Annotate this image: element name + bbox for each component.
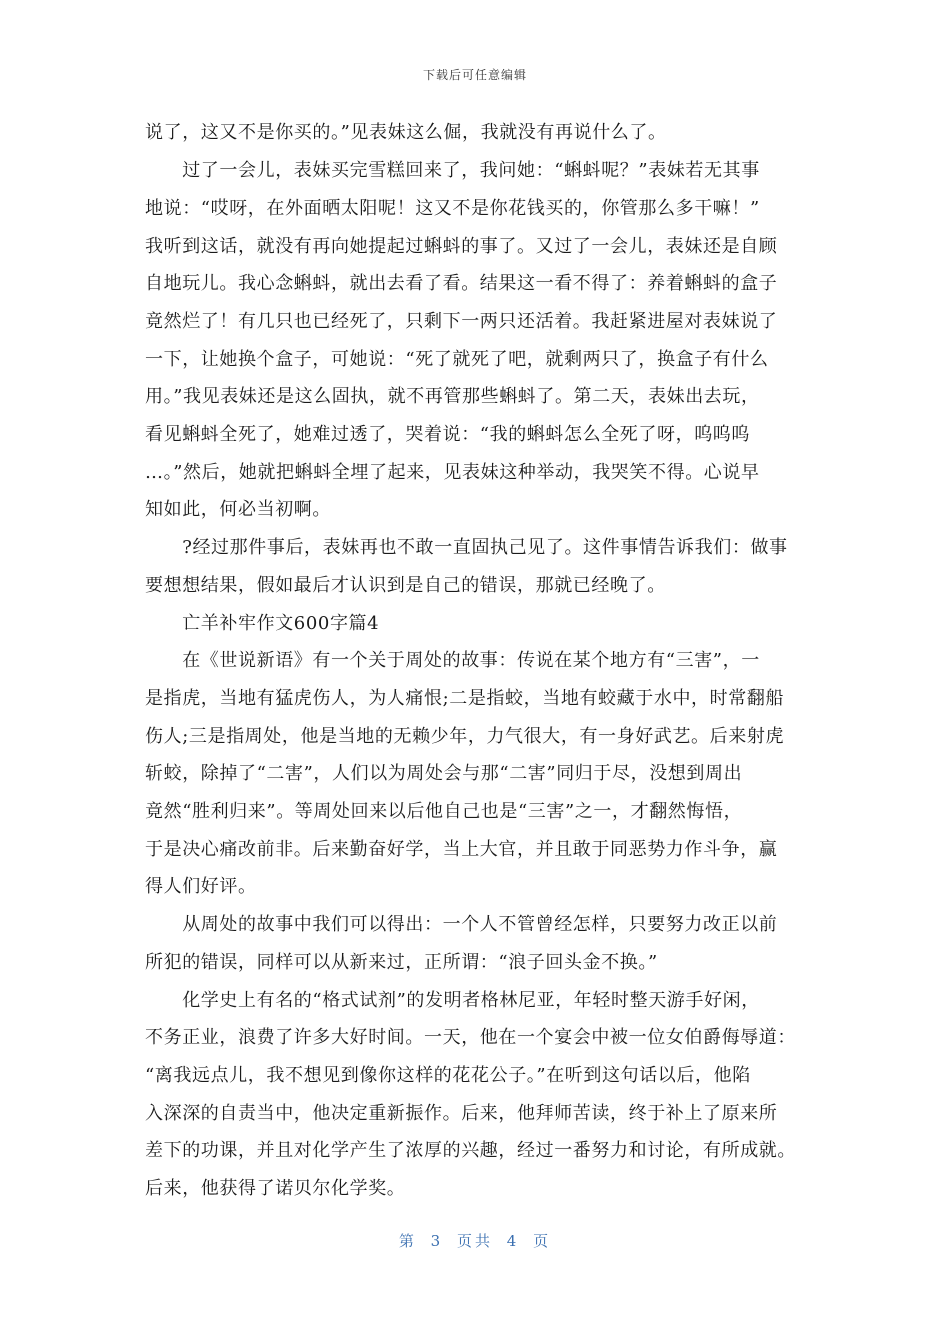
text-line: ?经过那件事后，表妹再也不敢一直固执己见了。这件事情告诉我们：做事 xyxy=(145,537,788,558)
section-heading: 亡羊补牢作文600字篇4 xyxy=(145,613,380,634)
text-line: 我听到这话，就没有再向她提起过蝌蚪的事了。又过了一会儿，表妹还是自顾 xyxy=(145,236,778,257)
page-footer: 第 3 页共 4 页 xyxy=(398,1232,552,1250)
text-line: 地说：“哎呀，在外面晒太阳呢！这又不是你花钱买的，你管那么多干嘛！” xyxy=(145,198,760,219)
text-line: 一下，让她换个盒子，可她说：“死了就死了吧，就剩两只了，换盒子有什么 xyxy=(145,349,769,370)
text-line: 得人们好评。 xyxy=(145,876,257,897)
text-line: 入深深的自责当中，他决定重新振作。后来，他拜师苦读，终于补上了原来所 xyxy=(145,1103,778,1124)
text-line: 从周处的故事中我们可以得出：一个人不管曾经怎样，只要努力改正以前 xyxy=(145,914,778,935)
text-line: 过了一会儿，表妹买完雪糕回来了，我问她：“蝌蚪呢？”表妹若无其事 xyxy=(145,160,760,181)
text-line: 差下的功课，并且对化学产生了浓厚的兴趣，经过一番努力和讨论，有所成就。 xyxy=(145,1140,796,1161)
text-line: 化学史上有名的“格式试剂”的发明者格林尼亚，年轻时整天游手好闲， xyxy=(145,990,760,1011)
text-line: 竟然“胜利归来”。等周处回来以后他自己也是“三害”之一，才翻然悔悟， xyxy=(145,801,743,822)
text-line: 伤人;三是指周处，他是当地的无赖少年，力气很大，有一身好武艺。后来射虎 xyxy=(145,726,785,747)
text-line: 用。”我见表妹还是这么固执，就不再管那些蝌蚪了。第二天，表妹出去玩， xyxy=(145,386,760,407)
text-line: 于是决心痛改前非。后来勤奋好学，当上大官，并且敢于同恶势力作斗争，赢 xyxy=(145,839,778,860)
text-line: 要想想结果，假如最后才认识到是自己的错误，那就已经晚了。 xyxy=(145,575,666,596)
text-line: 不务正业，浪费了许多大好时间。一天，他在一个宴会中被一位女伯爵侮辱道： xyxy=(145,1027,796,1048)
text-line: 所犯的错误，同样可以从新来过，正所谓：“浪子回头金不换。” xyxy=(145,952,658,973)
text-line: 是指虎，当地有猛虎伤人，为人痛恨;二是指蛟，当地有蛟藏于水中，时常翻船 xyxy=(145,688,785,709)
text-line: 看见蝌蚪全死了，她难过透了，哭着说：“我的蝌蚪怎么全死了呀，呜呜呜 xyxy=(145,424,750,445)
text-line: “离我远点儿，我不想见到像你这样的花花公子。”在听到这句话以后，他陷 xyxy=(145,1065,751,1086)
text-line: 说了，这又不是你买的。”见表妹这么倔，我就没有再说什么了。 xyxy=(145,122,667,143)
text-line: 自地玩儿。我心念蝌蚪，就出去看了看。结果这一看不得了：养着蝌蚪的盒子 xyxy=(145,273,778,294)
text-line: 竟然烂了！有几只也已经死了，只剩下一两只还活着。我赶紧进屋对表妹说了 xyxy=(145,311,778,332)
text-line: 知如此，何必当初啊。 xyxy=(145,499,331,520)
page-header: 下载后可任意编辑 xyxy=(422,68,527,82)
text-line: …。”然后，她就把蝌蚪全埋了起来，见表妹这种举动，我哭笑不得。心说早 xyxy=(145,462,760,483)
text-line: 在《世说新语》有一个关于周处的故事：传说在某个地方有“三害”，一 xyxy=(145,650,760,671)
text-line: 后来，他获得了诺贝尔化学奖。 xyxy=(145,1178,406,1199)
text-line: 斩蛟，除掉了“二害”，人们以为周处会与那“二害”同归于尽，没想到周出 xyxy=(145,763,743,784)
